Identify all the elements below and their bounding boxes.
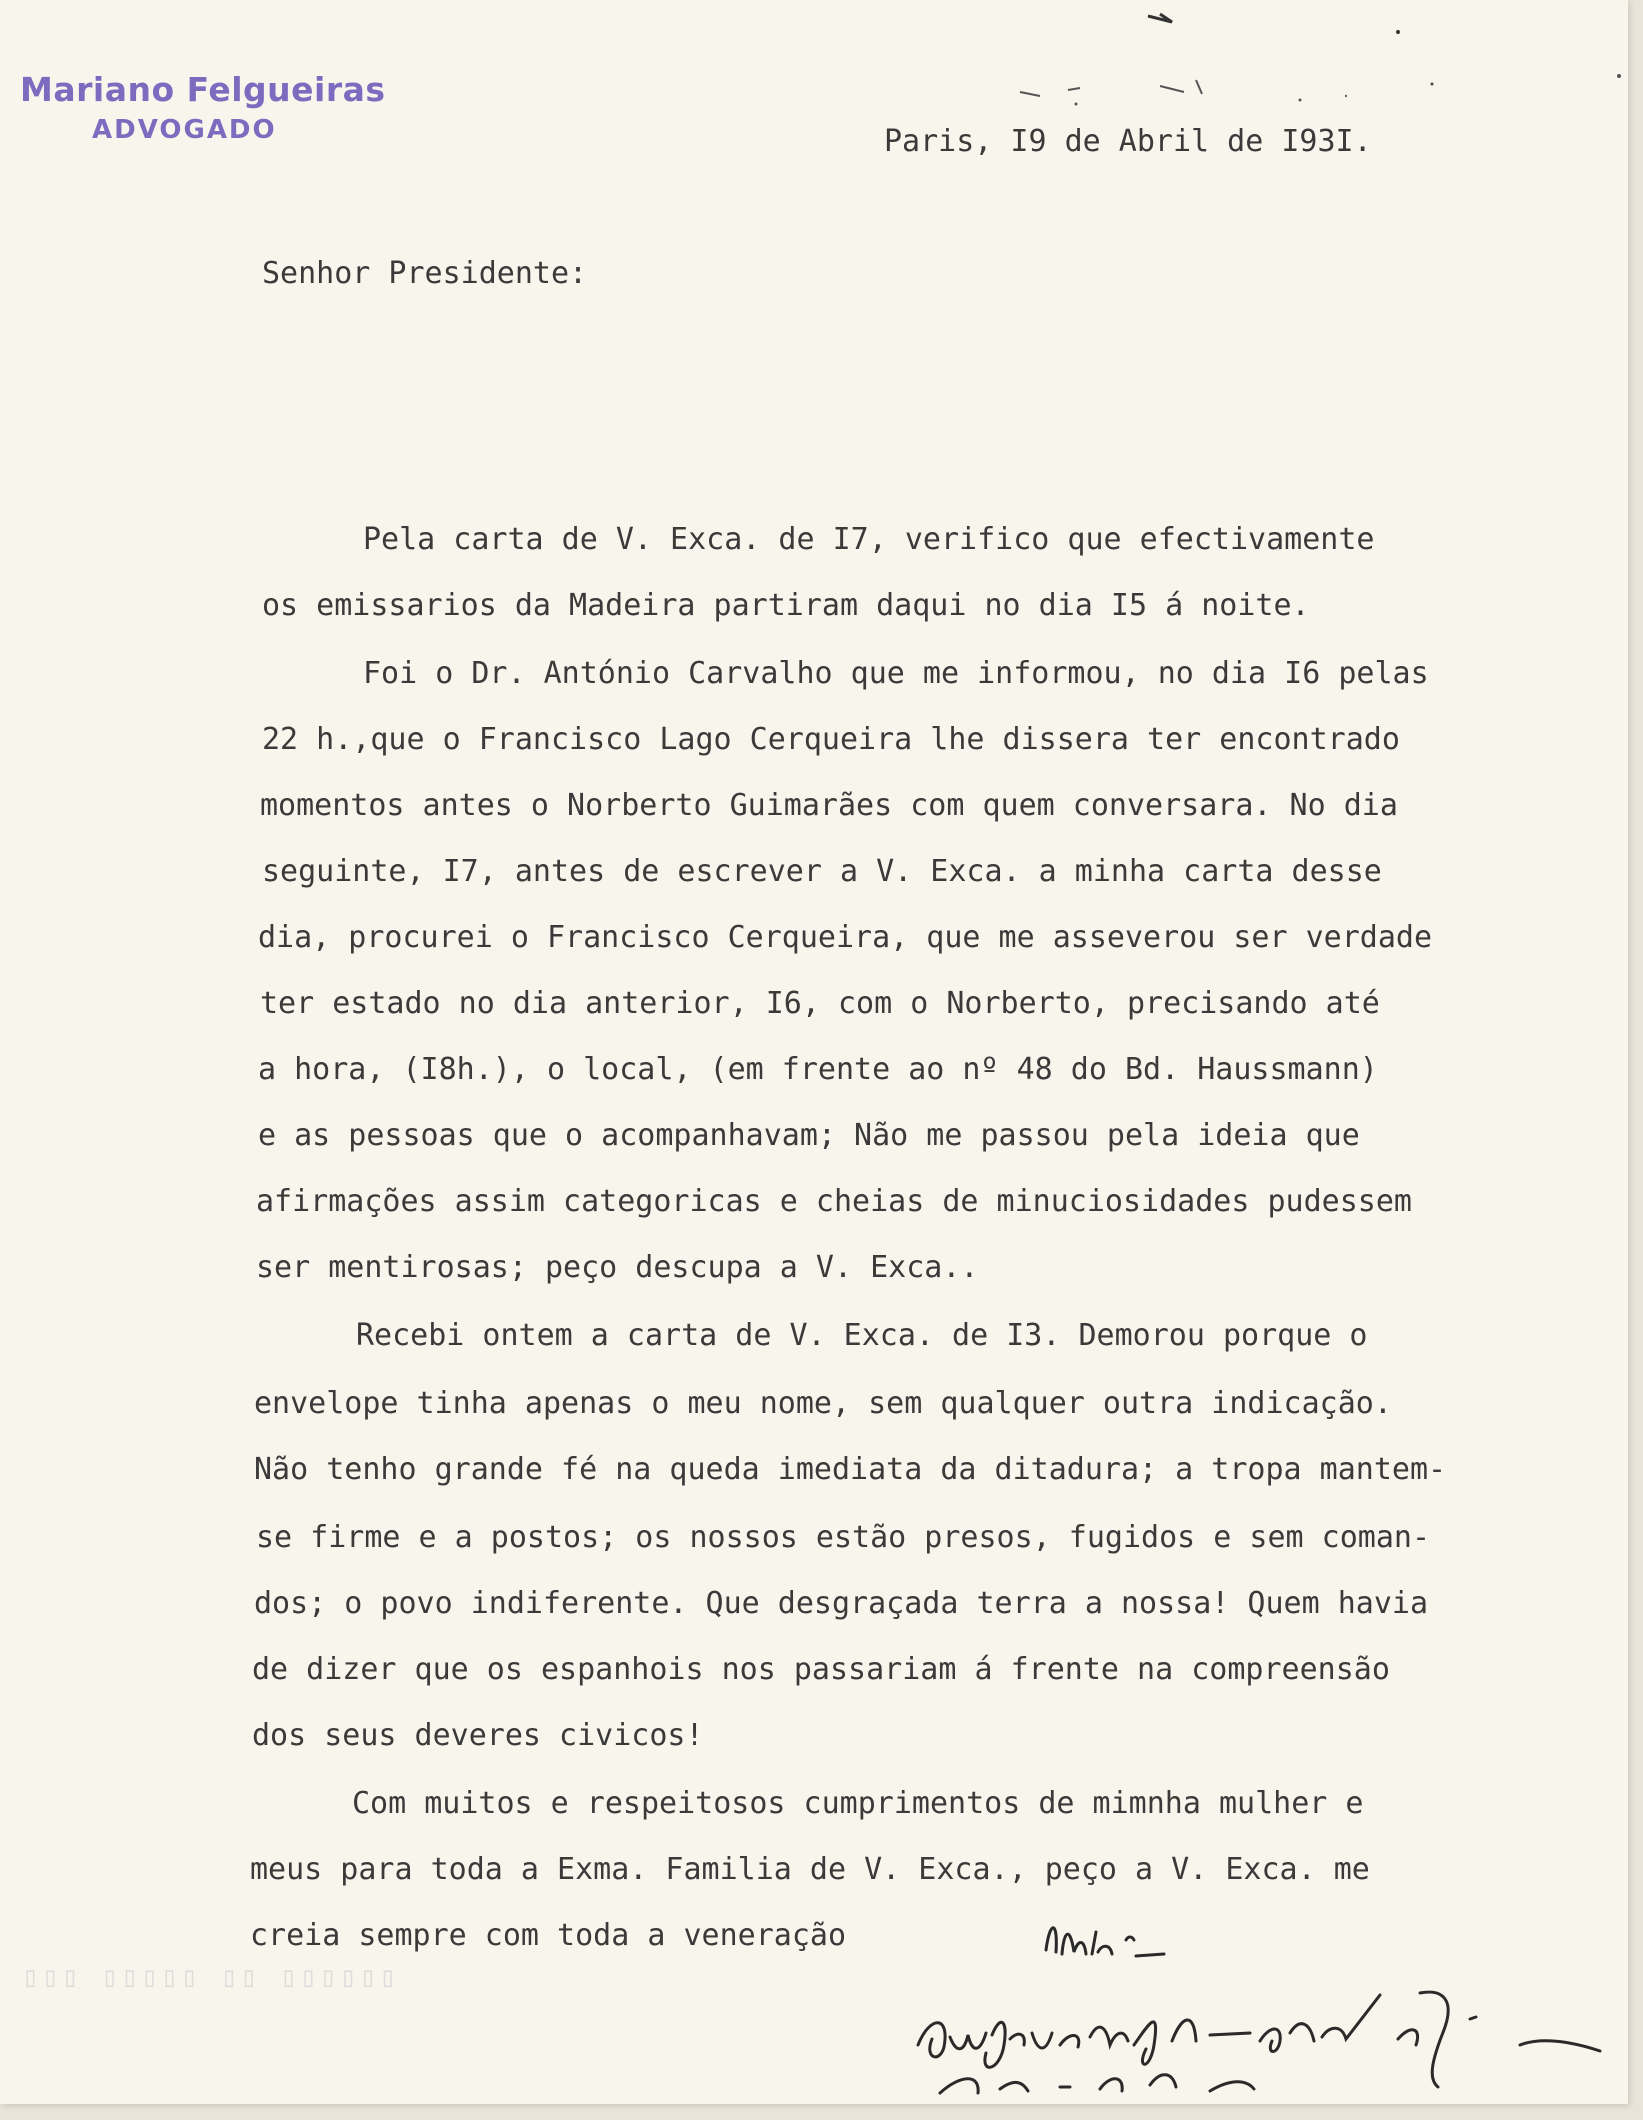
body-line: Recebi ontem a carta de V. Exca. de I3. Demorou porque o [356, 1318, 1368, 1353]
bleed-through-text: ▯▯▯ ▯▯▯▯▯ ▯▯ ▯▯▯▯▯▯ [22, 1960, 400, 1993]
body-line: ser mentirosas; peço descupa a V. Exca.. [256, 1250, 979, 1285]
body-line: Foi o Dr. António Carvalho que me informou, no dia I6 pelas [363, 656, 1429, 691]
body-line: dia, procurei o Francisco Cerqueira, que me asseverou ser verdade [258, 920, 1432, 955]
body-line: dos; o povo indiferente. Que desgraçada terra a nossa! Quem havia [254, 1586, 1428, 1621]
body-line: a hora, (I8h.), o local, (em frente ao nº 48 do Bd. Haussmann) [258, 1052, 1378, 1087]
body-line: e as pessoas que o acompanhavam; Não me passou pela ideia que [258, 1118, 1360, 1153]
body-line: Pela carta de V. Exca. de I7, verifico que efectivamente [363, 522, 1375, 557]
body-line: momentos antes o Norberto Guimarães com quem conversara. No dia [260, 788, 1398, 823]
dateline: Paris, I9 de Abril de I93I. [884, 124, 1372, 159]
body-line: 22 h.,que o Francisco Lago Cerqueira lhe dissera ter encontrado [262, 722, 1400, 757]
body-line: dos seus deveres civicos! [252, 1718, 704, 1753]
body-line: Com muitos e respeitosos cumprimentos de mimnha mulher e [352, 1786, 1364, 1821]
paper-specks [0, 0, 1643, 220]
salutation: Senhor Presidente: [262, 256, 588, 291]
body-line: afirmações assim categoricas e cheias de minuciosidades pudessem [256, 1184, 1412, 1219]
letterhead-name: Mariano Felgueiras [20, 70, 386, 109]
body-line: os emissarios da Madeira partiram daqui no dia I5 á noite. [262, 588, 1310, 623]
body-line: ter estado no dia anterior, I6, com o Norberto, precisando até [260, 986, 1380, 1021]
handwritten-closing-mark [1040, 1910, 1170, 1980]
body-line: creia sempre com toda a veneração [250, 1918, 847, 1953]
body-line: de dizer que os espanhois nos passariam á frente na compreensão [252, 1652, 1390, 1687]
body-line: seguinte, I7, antes de escrever a V. Exca. a minha carta desse [262, 854, 1382, 889]
handwritten-signature [910, 1975, 1630, 2105]
body-line: se firme e a postos; os nossos estão presos, fugidos e sem coman- [256, 1520, 1430, 1555]
body-line: envelope tinha apenas o meu nome, sem qualquer outra indicação. [254, 1386, 1392, 1421]
body-line: meus para toda a Exma. Familia de V. Exca., peço a V. Exca. me [250, 1852, 1370, 1887]
body-line: Não tenho grande fé na queda imediata da ditadura; a tropa mantem- [254, 1452, 1447, 1487]
letterhead-title: ADVOGADO [92, 115, 277, 145]
